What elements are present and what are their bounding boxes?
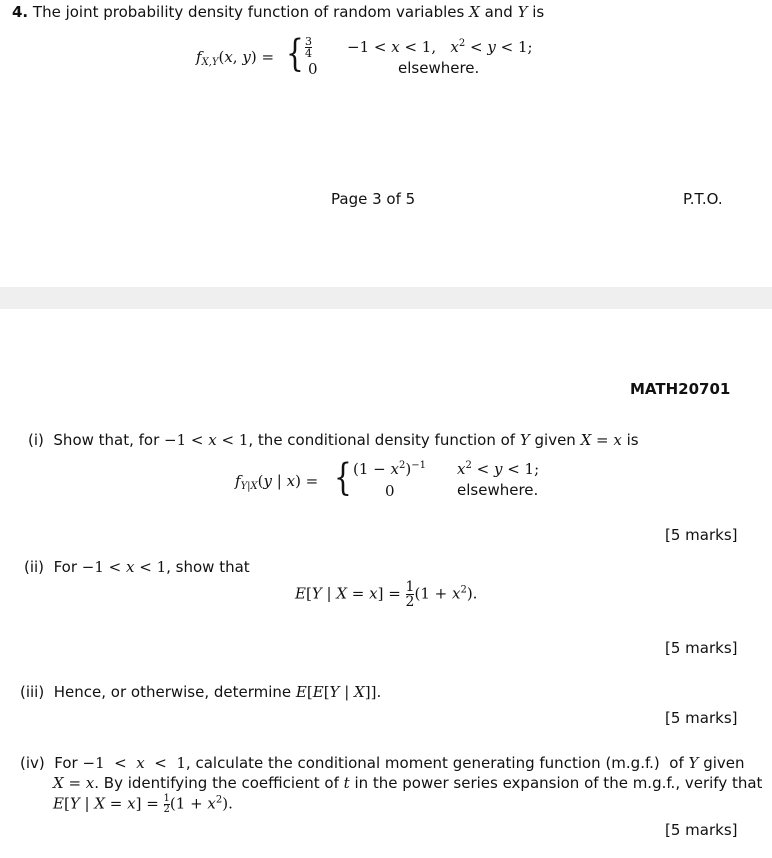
joint-pdf-brace: { [286, 31, 304, 76]
conditional-pdf-case1-condition: $x^2 < y < 1$; [457, 460, 540, 478]
part-iv-line1: (iv) For −1 < x < 1, calculate the conditional moment generating function (m.g.f.) of Y given [20, 754, 745, 772]
page-separator [0, 287, 772, 309]
joint-pdf-case1-condition: −1 < x < 1, $x^2 < y < 1$; [347, 38, 533, 56]
part-ii-equation: E[Y | X = x] = $\frac{1}{2}$ $(1 + x^2)$. [295, 579, 478, 610]
question-number: 4. [12, 3, 29, 21]
conditional-pdf-case2-condition: elsewhere. [457, 481, 539, 499]
conditional-pdf-case1-value: $(1 - x^2)^{-1}$ [353, 460, 426, 478]
part-iv-line3: E[Y | X = x] = $\frac{1}{2}$ $(1 + x^2)$. [53, 793, 233, 815]
footer-page-number: Page 3 of 5 [331, 190, 416, 208]
joint-pdf-case1-value: $\frac{3}{4}$ [305, 35, 312, 60]
part-ii-marks: [5 marks] [665, 639, 738, 657]
joint-pdf-case2-condition: elsewhere. [398, 59, 480, 77]
part-iii-marks: [5 marks] [665, 709, 738, 727]
joint-pdf-case2-value: 0 [308, 60, 318, 78]
part-i-marks: [5 marks] [665, 526, 738, 544]
part-ii-text: (ii) For −1 < x < 1, show that [24, 558, 250, 576]
joint-pdf-lhs: $f_{X,Y}(x$, y) = [196, 48, 275, 68]
conditional-pdf-lhs: $f_{Y|X}(y$ | x) = [235, 472, 319, 492]
question-4-intro: 4. The joint probability density function of random variables X and Y is [12, 3, 545, 21]
course-code: MATH20701 [630, 380, 731, 398]
footer-pto: P.T.O. [683, 190, 723, 208]
part-iii-text: (iii) Hence, or otherwise, determine E[E[Y | X]]. [20, 683, 382, 701]
conditional-pdf-case2-value: 0 [385, 482, 395, 500]
part-iv-marks: [5 marks] [665, 821, 738, 839]
part-iv-line2: X = x. By identifying the coefficient of t in the power series expansion of the m.g.f., verify that [53, 774, 763, 792]
part-i-text: (i) Show that, for −1 < x < 1, the conditional density function of Y given X = x is [28, 431, 639, 449]
conditional-pdf-brace: { [334, 455, 352, 500]
